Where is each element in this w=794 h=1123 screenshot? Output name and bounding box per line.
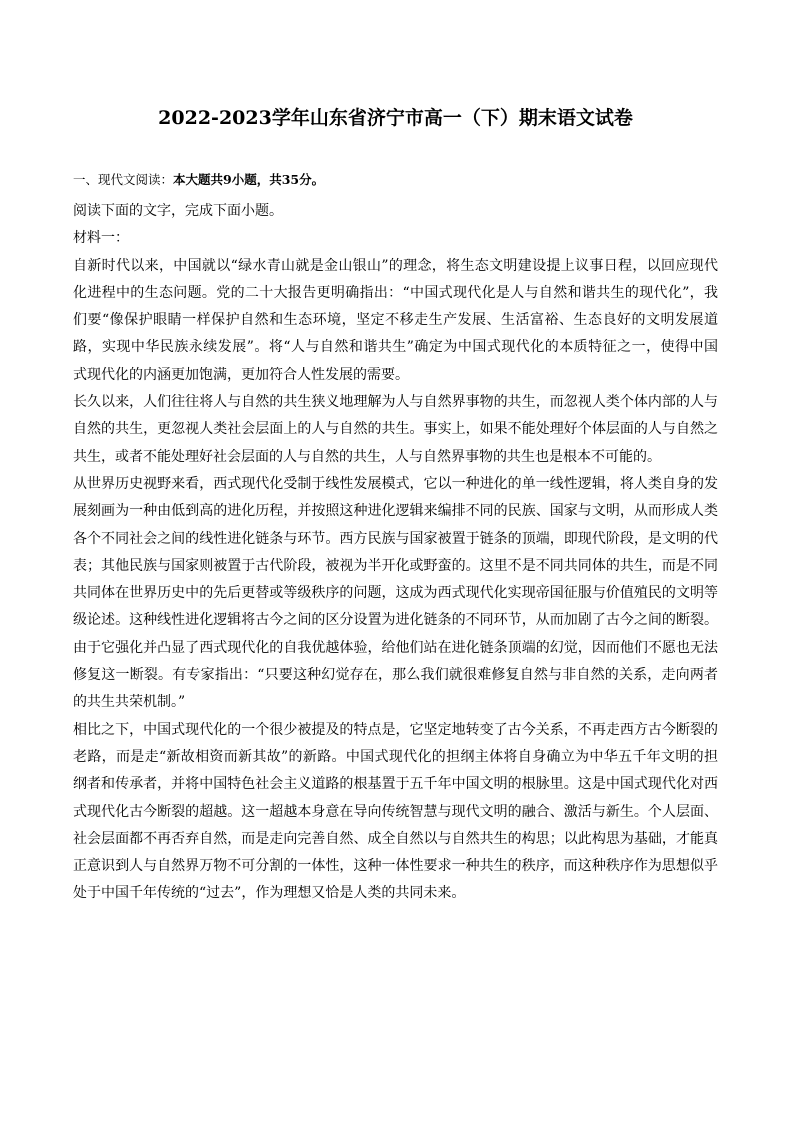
paragraph-line: 正意识到人与自然界万物不可分割的一体性，这种一体性要求一种共生的秩序，而这种秩序作为思想似乎 bbox=[73, 858, 718, 875]
paragraph-line: 纲者和传承者，并将中国特色社会主义道路的根基置于五千年中国文明的根脉里。这是中国式现代化对西 bbox=[73, 776, 718, 793]
paragraph-line: 共同体在世界历史中的先后更替或等级秩序的问题，这成为西式现代化实现帝国征服与价值殖民的文明等 bbox=[73, 585, 718, 602]
section-prefix: 一、现代文阅读： bbox=[73, 172, 174, 187]
paragraph-line: 长久以来，人们往往将人与自然的共生狭义地理解为人与自然界事物的共生，而忽视人类个体内部的人与 bbox=[73, 394, 718, 411]
paragraph-line: 自然的共生，更忽视人类社会层面上的人与自然的共生。事实上，如果不能处理好个体层面的人与自然之 bbox=[73, 421, 718, 438]
paragraph-line: 级论述。这种线性进化逻辑将古今之间的区分设置为进化链条的不同环节，从而加剧了古今之间的断裂。 bbox=[73, 612, 718, 629]
paragraph-line: 们要“像保护眼睛一样保护自然和生态环境，坚定不移走生产发展、生活富裕、生态良好的文明发展道 bbox=[73, 312, 718, 329]
paragraph-line: 修复这一断裂。有专家指出：“只要这种幻觉存在，那么我们就很难修复自然与非自然的关系，走向两者 bbox=[73, 667, 718, 684]
paragraph-line: 表；其他民族与国家则被置于古代阶段，被视为半开化或野蛮的。这里不是不同共同体的共生，而是不同 bbox=[73, 557, 718, 574]
instruction-text: 阅读下面的文字，完成下面小题。 bbox=[73, 203, 283, 219]
paragraph-line: 共生，或者不能处理好社会层面的人与自然的共生，人与自然界事物的共生也是根本不可能的。 bbox=[73, 448, 661, 465]
paragraph-line: 式现代化的内涵更加饱满，更加符合人性发展的需要。 bbox=[73, 366, 409, 383]
page-title: 2022-2023学年山东省济宁市高一（下）期末语文试卷 bbox=[158, 107, 633, 129]
paragraph-line: 老路，而是走“新故相资而新其故”的新路。中国式现代化的担纲主体将自身确立为中华五千年文明的担 bbox=[73, 748, 718, 765]
paragraph-line: 的共生共荣机制。” bbox=[73, 694, 186, 711]
paragraph-line: 处于中国千年传统的“过去”，作为理想又恰是人类的共同未来。 bbox=[73, 885, 466, 902]
paragraph-line: 展刻画为一种由低到高的进化历程，并按照这种进化逻辑来编排不同的民族、国家与文明，从而形成人类 bbox=[73, 503, 718, 520]
paragraph-line: 由于它强化并凸显了西式现代化的自我优越体验，给他们站在进化链条顶端的幻觉，因而他们不愿也无法 bbox=[73, 639, 718, 656]
section-detail: 本大题共9小题，共35分。 bbox=[173, 172, 325, 187]
paragraph-line: 各个不同社会之间的线性进化链条与环节。西方民族与国家被置于链条的顶端，即现代阶段，是文明的代 bbox=[73, 530, 718, 547]
paragraph-line: 自新时代以来，中国就以“绿水青山就是金山银山”的理念，将生态文明建设提上议事日程，以回应现代 bbox=[73, 257, 718, 274]
material-label: 材料一： bbox=[73, 230, 129, 247]
paragraph-line: 社会层面都不再否弃自然，而是走向完善自然、成全自然以与自然共生的构思；以此构思为基础，才能真 bbox=[73, 830, 718, 847]
section-heading bbox=[73, 170, 718, 190]
paragraph-1 bbox=[73, 253, 718, 389]
paragraph-4 bbox=[73, 717, 718, 908]
paragraph-line: 从世界历史视野来看，西式现代化受制于线性发展模式，它以一种进化的单一线性逻辑，将人类自身的发 bbox=[73, 475, 718, 492]
paragraph-3 bbox=[73, 471, 718, 717]
paragraph-line: 化进程中的生态问题。党的二十大报告更明确指出：“中国式现代化是人与自然和谐共生的现代化”，我 bbox=[73, 284, 718, 301]
paragraph-2 bbox=[73, 389, 718, 471]
paragraph-line: 式现代化古今断裂的超越。这一超越本身意在导向传统智慧与现代文明的融合、激活与新生。个人层面、 bbox=[73, 803, 718, 820]
paragraph-line: 相比之下，中国式现代化的一个很少被提及的特点是，它坚定地转变了古今关系，不再走西方古今断裂的 bbox=[73, 721, 718, 738]
paragraph-line: 路，实现中华民族永续发展”。将“人与自然和谐共生”确定为中国式现代化的本质特征之一，使得中国 bbox=[73, 339, 718, 356]
